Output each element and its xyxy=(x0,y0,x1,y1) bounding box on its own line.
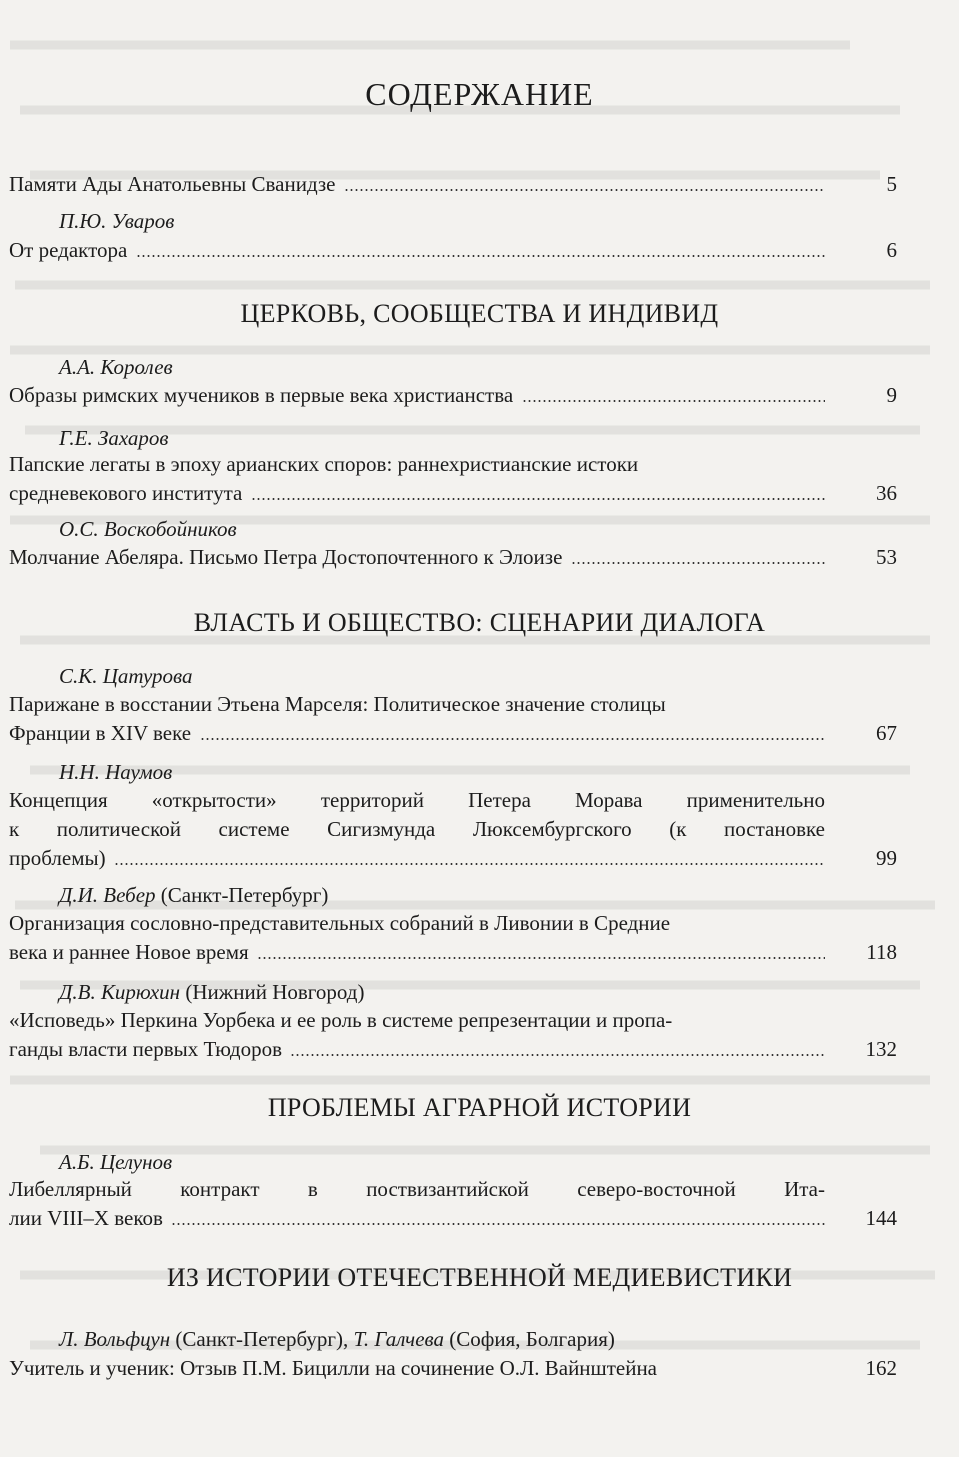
section-heading: ПРОБЛЕМЫ АГРАРНОЙ ИСТОРИИ xyxy=(267,1093,692,1122)
toc-entry-zakharov-line2[interactable] xyxy=(9,479,825,507)
dot-leader xyxy=(290,1054,825,1056)
toc-entry-tselunov-line1[interactable] xyxy=(9,1175,825,1203)
toc-entry-veber-line1[interactable] xyxy=(9,909,825,937)
toc-entry-volfsun[interactable] xyxy=(9,1354,825,1382)
toc-entry-korolev[interactable] xyxy=(9,381,825,409)
page-number: 36 xyxy=(876,481,897,505)
page-number: 5 xyxy=(886,172,897,196)
section-heading: ИЗ ИСТОРИИ ОТЕЧЕСТВЕННОЙ МЕДИЕВИСТИКИ xyxy=(166,1263,793,1292)
entry-author-line xyxy=(59,1325,615,1353)
page-number: 6 xyxy=(886,238,897,262)
page-number: 67 xyxy=(876,721,897,745)
entry-title: Папские легаты в эпоху арианских споров: раннехристианские истоки xyxy=(9,452,639,476)
toc-entry-kiryukhin-line1[interactable] xyxy=(9,1006,825,1034)
entry-title: Молчание Абеляра. Письмо Петра Достопочтенного к Элоизе xyxy=(9,545,563,569)
page-number: 118 xyxy=(866,940,897,964)
entry-author: Д.В. Кирюхин xyxy=(59,980,181,1004)
toc-entry-tsaturova-line2[interactable] xyxy=(9,719,825,747)
page-number: 99 xyxy=(876,846,897,870)
entry-author: С.К. Цатурова xyxy=(59,664,193,688)
author-location: (Санкт-Петербург) xyxy=(160,883,329,907)
page-number: 132 xyxy=(865,1037,897,1061)
toc-entry-naumov-line1[interactable] xyxy=(9,786,825,814)
entry-title: века и раннее Новое время xyxy=(9,940,249,964)
entry-title: Либеллярный контракт в поствизантийской северо-восточной Ита- xyxy=(9,1177,825,1201)
toc-entry-tsaturova-line1[interactable] xyxy=(9,690,825,718)
section-heading: ЦЕРКОВЬ, СООБЩЕСТВА И ИНДИВИД xyxy=(240,299,719,328)
dot-leader xyxy=(200,738,825,740)
toc-entry-veber-line2[interactable] xyxy=(9,938,825,966)
entry-author: А.Б. Целунов xyxy=(59,1150,173,1174)
toc-entry-voskoboinikov[interactable] xyxy=(9,543,825,571)
dot-leader xyxy=(344,189,825,191)
dot-leader xyxy=(114,863,825,865)
entry-author: Т. Галчева xyxy=(353,1327,444,1351)
dot-leader xyxy=(522,400,825,402)
section-heading: ВЛАСТЬ И ОБЩЕСТВО: СЦЕНАРИИ ДИАЛОГА xyxy=(193,608,766,637)
entry-author-line xyxy=(59,978,364,1006)
entry-title: Франции в XIV веке xyxy=(9,721,192,745)
toc-entry-naumov-line3[interactable] xyxy=(9,844,825,872)
entry-author: Д.И. Вебер xyxy=(59,883,156,907)
entry-title: Организация сословно-представительных собраний в Ливонии в Средние xyxy=(9,911,671,935)
entry-title: к политической системе Сигизмунда Люксембургского (к постановке xyxy=(9,817,825,841)
author-location: (София, Болгария) xyxy=(449,1327,615,1351)
entry-title: Парижане в восстании Этьена Марселя: Политическое значение столицы xyxy=(9,692,666,716)
toc-entry-tselunov-line2[interactable] xyxy=(9,1204,825,1232)
dot-leader xyxy=(257,957,825,959)
entry-title: проблемы) xyxy=(9,846,106,870)
author-location: (Санкт-Петербург), xyxy=(175,1327,349,1351)
entry-title: Образы римских мучеников в первые века христианства xyxy=(9,383,514,407)
toc-entry-memorial[interactable] xyxy=(9,170,825,198)
entry-author: А.А. Королев xyxy=(59,355,173,379)
entry-title: Памяти Ады Анатольевны Сванидзе xyxy=(9,172,336,196)
entry-author: П.Ю. Уваров xyxy=(59,209,175,233)
dot-leader xyxy=(571,562,825,564)
toc-entry-naumov-line2[interactable] xyxy=(9,815,825,843)
entry-author: Л. Вольфцун xyxy=(59,1327,171,1351)
entry-title: Учитель и ученик: Отзыв П.М. Бицилли на сочинение О.Л. Вайнштейна xyxy=(9,1356,658,1380)
entry-title: средневекового института xyxy=(9,481,243,505)
entry-title: «Исповедь» Перкина Уорбека и ее роль в системе репрезентации и пропа- xyxy=(9,1008,673,1032)
author-location: (Нижний Новгород) xyxy=(185,980,365,1004)
dot-leader xyxy=(251,498,825,500)
entry-title: От редактора xyxy=(9,238,128,262)
entry-title: Концепция «открытости» территорий Петера Морава применительно xyxy=(9,788,825,812)
toc-entry-zakharov-line1[interactable] xyxy=(9,450,825,478)
page-number: 144 xyxy=(865,1206,897,1230)
dot-leader xyxy=(136,255,825,257)
toc-entry-editor[interactable] xyxy=(9,236,825,264)
dot-leader xyxy=(171,1223,825,1225)
entry-author: Г.Е. Захаров xyxy=(59,426,169,450)
page-number: 9 xyxy=(886,383,897,407)
entry-title: лии VIII–X веков xyxy=(9,1206,163,1230)
page-number: 162 xyxy=(865,1356,897,1380)
entry-author: О.С. Воскобойников xyxy=(59,517,237,541)
toc-entry-kiryukhin-line2[interactable] xyxy=(9,1035,825,1063)
page-title: СОДЕРЖАНИЕ xyxy=(365,76,594,112)
page-number: 53 xyxy=(876,545,897,569)
entry-title: ганды власти первых Тюдоров xyxy=(9,1037,282,1061)
entry-author: Н.Н. Наумов xyxy=(59,760,173,784)
entry-author-line xyxy=(59,881,328,909)
